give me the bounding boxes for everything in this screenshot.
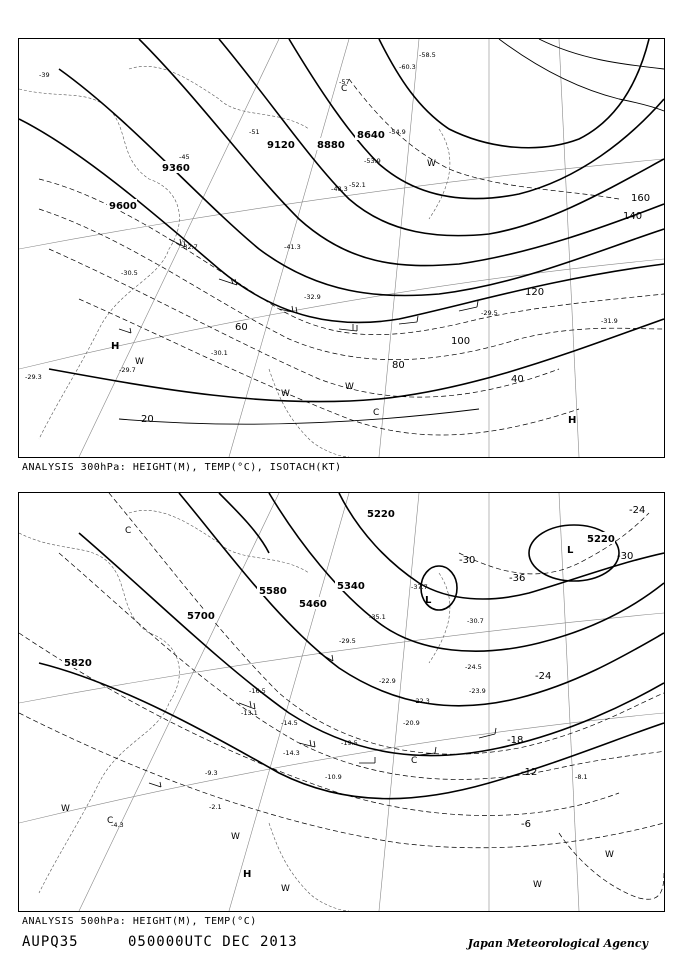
temp-label: -51 <box>249 128 260 136</box>
cold-marker: C <box>107 816 114 826</box>
temp-label: -29.7 <box>119 366 136 374</box>
temp-label: -39 <box>39 71 50 79</box>
height-label-9360: 9360 <box>162 163 190 174</box>
height-label-8640: 8640 <box>357 130 385 141</box>
map-panel-300hpa <box>18 38 665 458</box>
isotach-label: 100 <box>451 336 471 347</box>
temp-label: -45 <box>179 153 190 161</box>
station-label: -10.9 <box>325 773 342 781</box>
station-label: -4.3 <box>111 821 124 829</box>
station-label: -19.5 <box>341 739 358 747</box>
warm-marker: W <box>605 850 614 860</box>
temp-label: -32.7 <box>181 243 198 251</box>
coastline <box>19 510 450 911</box>
station-label: -37.7 <box>411 583 428 591</box>
isotach-labels <box>141 193 650 425</box>
temp-label: -41.3 <box>284 243 301 251</box>
temp-label: -29.5 <box>481 309 498 317</box>
temp-label: -60.3 <box>399 63 416 71</box>
height-label-5220: 5220 <box>367 509 395 520</box>
isotach-label: 80 <box>392 360 405 371</box>
map-500hpa-canvas <box>19 493 664 911</box>
warm-marker: W <box>281 884 290 894</box>
station-label: -24.5 <box>465 663 482 671</box>
temp-label: -54.9 <box>389 128 406 136</box>
warm-marker: W <box>427 159 436 169</box>
cold-marker: C <box>411 756 418 766</box>
map-300hpa-canvas <box>19 39 664 457</box>
valid-time: 050000UTC DEC 2013 <box>128 934 298 950</box>
warm-marker: W <box>281 389 290 399</box>
station-label: -13.1 <box>241 709 258 717</box>
height-label-8880: 8880 <box>317 140 345 151</box>
station-label: -2.1 <box>209 803 222 811</box>
temp-label: -30.5 <box>121 269 138 277</box>
height-label-5700: 5700 <box>187 611 215 622</box>
high-center: H <box>568 415 577 426</box>
station-label: -35.1 <box>369 613 386 621</box>
product-code: AUPQ35 <box>22 934 79 950</box>
warm-marker: W <box>533 880 542 890</box>
isotach-label: 20 <box>141 414 154 425</box>
temp-label: -52.1 <box>349 181 366 189</box>
station-label: -20.9 <box>403 719 420 727</box>
temp-label: -48.3 <box>331 185 348 193</box>
isotherm-label: -30 <box>459 555 476 566</box>
cold-marker: C <box>373 408 380 418</box>
cold-marker: C <box>125 526 132 536</box>
isotach-label: 120 <box>525 287 545 298</box>
height-label-5820: 5820 <box>64 658 92 669</box>
isotherm-label: -30 <box>617 551 634 562</box>
station-label: -16.5 <box>249 687 266 695</box>
warm-marker: W <box>135 357 144 367</box>
temp-label: -29.3 <box>25 373 42 381</box>
isotach-label: 60 <box>235 322 248 333</box>
station-labels <box>111 583 588 829</box>
isotherm-labels <box>459 505 645 830</box>
temp-label: -57 <box>339 78 350 86</box>
height-label-5460: 5460 <box>299 599 327 610</box>
station-label: -23.9 <box>469 687 486 695</box>
station-temp-labels <box>25 51 618 381</box>
station-label: -8.1 <box>575 773 588 781</box>
height-label-5340: 5340 <box>337 581 365 592</box>
temp-label: -30.1 <box>211 349 228 357</box>
height-label-5220: 5220 <box>587 534 615 545</box>
station-label: -9.3 <box>205 769 218 777</box>
warm-marker: W <box>345 382 354 392</box>
temp-label: -53.9 <box>364 157 381 165</box>
isotherm-label: -18 <box>507 735 524 746</box>
isotach-label: 160 <box>631 193 651 204</box>
height-label-9600: 9600 <box>109 201 137 212</box>
isotherm-label: -24 <box>629 505 646 516</box>
station-label: -22.3 <box>413 697 430 705</box>
wind-barbs <box>149 653 496 787</box>
high-center: H <box>111 341 120 352</box>
isotherm-label: -24 <box>535 671 552 682</box>
agency-credit: Japan Meteorological Agency <box>467 937 648 950</box>
height-label-9120: 9120 <box>267 140 295 151</box>
pressure-centers <box>111 341 576 426</box>
isotach-label: 40 <box>511 374 524 385</box>
temp-label: -58.5 <box>419 51 436 59</box>
station-label: -22.9 <box>379 677 396 685</box>
isotherm-label: -6 <box>521 819 531 830</box>
map-panel-500hpa <box>18 492 665 912</box>
cold-marker: C <box>341 84 348 94</box>
station-label: -14.5 <box>281 719 298 727</box>
station-label: -29.5 <box>339 637 356 645</box>
high-center: H <box>243 869 252 880</box>
isotherm-label: -36 <box>509 573 526 584</box>
station-label: -30.7 <box>467 617 484 625</box>
panel-300-caption: ANALYSIS 300hPa: HEIGHT(M), TEMP(°C), ISOTACH(KT) <box>22 462 342 473</box>
panel-500-caption: ANALYSIS 500hPa: HEIGHT(M), TEMP(°C) <box>22 916 257 927</box>
warm-marker: W <box>231 832 240 842</box>
isotach-label: 140 <box>623 211 643 222</box>
wind-barbs <box>119 239 478 333</box>
station-label: -14.3 <box>283 749 300 757</box>
temp-label: -32.9 <box>304 293 321 301</box>
temp-label: -31.9 <box>601 317 618 325</box>
isotherm-label: -12 <box>521 767 538 778</box>
height-labels <box>107 128 385 212</box>
height-label-5580: 5580 <box>259 586 287 597</box>
height-contours <box>39 493 664 799</box>
warm-marker: W <box>61 804 70 814</box>
low-center: L <box>425 595 432 606</box>
low-center: L <box>567 545 574 556</box>
